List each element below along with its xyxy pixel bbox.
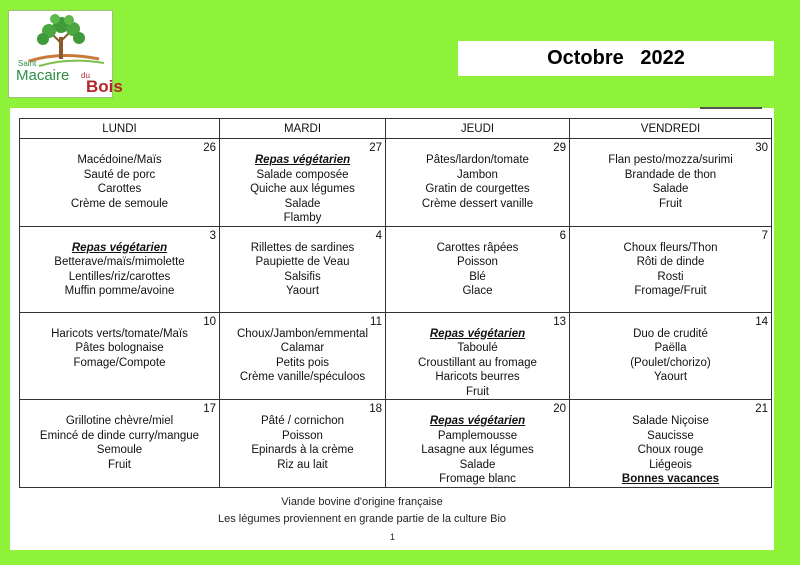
day-cell — [220, 400, 386, 488]
menu-item: Riz au lait — [277, 458, 328, 471]
day-number: 18 — [369, 403, 382, 415]
day-cell — [20, 226, 220, 312]
menu-item: (Poulet/chorizo) — [630, 356, 711, 369]
menu-item: Paupiette de Veau — [255, 256, 350, 268]
menu-item: Gratin de courgettes — [425, 183, 530, 195]
menu-item: Salade Niçoise — [632, 415, 709, 427]
menu-item: Quiche aux légumes — [250, 183, 355, 195]
vegetarian-label: Repas végétarien — [429, 415, 526, 427]
menu-item: Betterave/maïs/mimolette — [54, 256, 185, 268]
menu-item: Haricots verts/tomate/Maïs — [51, 327, 188, 340]
logo-text-du: du — [81, 71, 90, 80]
menu-item: Rillettes de sardines — [250, 241, 355, 254]
menu-item: Poisson — [282, 429, 323, 442]
day-number: 6 — [559, 229, 566, 242]
menu-item: Fruit — [659, 197, 682, 210]
menu-item: Duo de crudité — [633, 327, 708, 340]
day-header: MARDI — [220, 119, 386, 139]
menu-item: Choux/Jambon/emmental — [236, 327, 369, 340]
week-row — [20, 226, 772, 312]
holiday-note: Bonnes vacances — [621, 473, 720, 485]
menu-item: Epinards à la crème — [251, 444, 354, 456]
menu-item: Salade — [652, 183, 689, 195]
menu-item: Petits pois — [275, 356, 330, 369]
day-number: 4 — [375, 229, 382, 242]
day-header: VENDREDI — [570, 119, 772, 139]
day-cell — [220, 226, 386, 312]
menu-item: Crème vanille/spéculoos — [239, 371, 366, 383]
day-cell — [386, 400, 570, 488]
menu-item: Calamar — [280, 342, 325, 354]
menu-item: Emincé de dinde curry/mangue — [39, 429, 200, 442]
day-number: 14 — [755, 315, 768, 328]
vegetarian-label: Repas végétarien — [254, 154, 351, 166]
day-number: 30 — [755, 142, 768, 154]
menu-item: Haricots beurres — [435, 371, 520, 383]
header-row — [20, 119, 772, 139]
footer-line-meat: Viande bovine d'origine française — [281, 496, 443, 508]
day-number: 3 — [209, 229, 216, 242]
day-number: 21 — [755, 403, 768, 415]
day-cell — [386, 139, 570, 227]
day-number: 26 — [203, 142, 216, 154]
week-row — [20, 312, 772, 400]
menu-document — [10, 108, 774, 550]
menu-item: Liégeois — [649, 458, 692, 471]
menu-body — [20, 139, 772, 488]
day-cell — [220, 139, 386, 227]
menu-item: Sauté de porc — [83, 168, 156, 181]
menu-item: Croustillant au fromage — [418, 356, 537, 369]
day-number: 10 — [203, 315, 216, 328]
footer-line-vegetables: Les légumes proviennent en grande partie de la culture Bio — [217, 513, 507, 525]
menu-item: Fruit — [108, 458, 131, 471]
menu-item: Flan pesto/mozza/surimi — [608, 154, 733, 166]
menu-item: Macédoine/Maïs — [77, 154, 162, 166]
corner-mark — [700, 100, 762, 109]
day-cell — [570, 312, 772, 400]
menu-item: Fromage blanc — [439, 473, 516, 485]
day-number: 7 — [761, 229, 768, 242]
menu-item: Salade composée — [256, 168, 349, 181]
day-cell — [570, 226, 772, 312]
menu-item: Lasagne aux légumes — [421, 444, 534, 456]
logo-text-macaire: Macaire — [16, 67, 70, 84]
day-cell — [386, 226, 570, 312]
menu-item: Pamplemousse — [437, 429, 518, 442]
menu-item: Poisson — [457, 256, 498, 268]
menu-item: Flamby — [283, 212, 322, 224]
day-cell — [570, 139, 772, 227]
menu-item: Paëlla — [654, 342, 687, 354]
menu-item: Yaourt — [285, 285, 320, 297]
day-number: 29 — [553, 142, 566, 154]
day-number: 13 — [553, 315, 566, 328]
menu-item: Semoule — [96, 444, 143, 456]
page-number: 1 — [390, 532, 396, 542]
menu-item: Carottes râpées — [436, 241, 519, 254]
menu-item: Salsifis — [284, 270, 321, 283]
week-row — [20, 139, 772, 227]
menu-item: Fomage/Compote — [73, 356, 166, 369]
menu-item: Jambon — [457, 168, 498, 181]
menu-item: Taboulé — [457, 342, 498, 354]
day-cell — [20, 312, 220, 400]
menu-item: Yaourt — [653, 371, 688, 383]
menu-item: Salade — [284, 197, 321, 210]
week-row — [20, 400, 772, 488]
menu-item: Crème de semoule — [70, 197, 169, 210]
logo-text-bois: Bois — [86, 77, 123, 96]
day-cell — [20, 400, 220, 488]
menu-item: Grillotine chèvre/miel — [65, 415, 174, 427]
menu-item: Crème dessert vanille — [421, 197, 534, 210]
menu-item: Pâtes/lardon/tomate — [426, 154, 529, 166]
menu-item: Fruit — [466, 385, 489, 398]
menu-item: Carottes — [97, 183, 142, 195]
vegetarian-label: Repas végétarien — [429, 327, 526, 340]
day-number: 17 — [203, 403, 216, 415]
menu-item: Choux rouge — [637, 444, 704, 456]
logo-text-saint: Saint — [18, 59, 37, 68]
title-box — [458, 41, 774, 76]
menu-item: Brandade de thon — [624, 168, 717, 181]
menu-item: Blé — [469, 270, 486, 283]
day-number: 20 — [553, 403, 566, 415]
menu-item: Pâté / cornichon — [260, 415, 345, 427]
logo — [8, 10, 123, 98]
day-header: JEUDI — [386, 119, 570, 139]
day-cell — [220, 312, 386, 400]
vegetarian-label: Repas végétarien — [71, 241, 168, 254]
page-title: Octobre 2022 — [547, 47, 685, 69]
day-header: LUNDI — [20, 119, 220, 139]
day-number: 27 — [369, 142, 382, 154]
day-cell — [570, 400, 772, 488]
menu-item: Glace — [462, 285, 493, 297]
day-cell — [20, 139, 220, 227]
menu-item: Pâtes bolognaise — [75, 342, 164, 354]
day-cell — [386, 312, 570, 400]
menu-item: Choux fleurs/Thon — [623, 241, 718, 254]
menu-item: Fromage/Fruit — [634, 285, 707, 297]
menu-item: Rôti de dinde — [636, 256, 705, 268]
menu-item: Rosti — [657, 270, 684, 283]
menu-item: Salade — [459, 458, 496, 471]
menu-item: Lentilles/riz/carottes — [68, 270, 171, 283]
menu-table — [19, 118, 772, 488]
menu-item: Saucisse — [647, 429, 694, 442]
day-number: 11 — [370, 315, 382, 328]
menu-item: Muffin pomme/avoine — [64, 285, 175, 297]
